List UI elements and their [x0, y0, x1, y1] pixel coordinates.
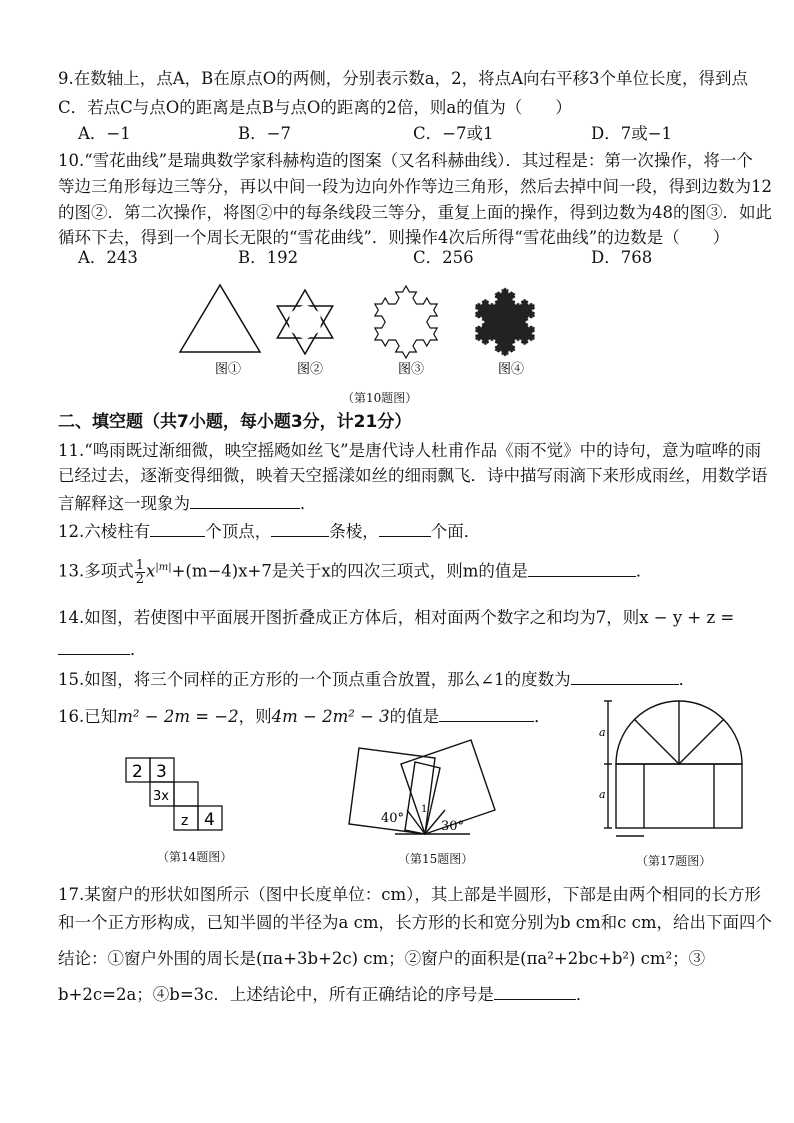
q11-line3: 言解释这一现象为 ． — [58, 494, 317, 513]
q9-line2: C．若点C与点O的距离是点B与点O的距离的2倍，则a的值为（ ） — [58, 98, 572, 117]
q13-line: 13.多项式 $\frac{1}{2}$ $x^{|m|}+(m-4)x+7$是关于x的四次三项式，则m的值是 ． — [58, 557, 653, 587]
q12-part4: 个面． — [430, 522, 481, 541]
dim-a-top: a — [599, 726, 606, 739]
q10-line3: 的图②．第二次操作，将图②中的每条线段三等分，重复上面的操作，得到边数为48的图③．如此 — [58, 203, 772, 222]
fig4-label: 图④ — [498, 362, 525, 377]
q11-line2: 已经过去，逐渐变得细微，映着天空摇漾如丝的细雨飘飞．诗中描写雨滴下来形成雨丝，用数学语 — [58, 466, 768, 485]
koch-figure-level2 — [375, 286, 437, 358]
fig14-caption: （第14题图） — [157, 850, 233, 864]
q9-option-b: B．−7 — [238, 124, 291, 143]
q16-suffix: 的值是 — [389, 707, 440, 726]
q17-line3: 结论：①窗户外围的周长是(πa+3b+2c) cm；②窗户的面积是(πa²+2bc+b²) cm²；③ — [58, 949, 706, 968]
q16-answer-blank[interactable] — [439, 705, 534, 722]
fig17-caption: （第17题图） — [636, 854, 712, 868]
q17-line4: b+2c=2a；④b=3c．上述结论中，所有正确结论的序号是 ． — [58, 985, 593, 1004]
q10-option-c: C．256 — [413, 248, 474, 267]
star-figure — [277, 290, 332, 354]
cell-3x: 3x — [153, 789, 169, 804]
q16-expr2: 4m − 2m² − 3 — [271, 707, 390, 726]
q9-option-c: C．−7或1 — [413, 124, 494, 143]
triangle-figure — [180, 285, 260, 352]
cell-z: z — [181, 813, 189, 829]
q17-line2: 和一个正方形构成，已知半圆的半径为a cm，长方形的长和宽分别为b cm和c cm，给出下面四个 — [58, 913, 773, 932]
fig17-window — [598, 696, 758, 846]
q10-line4: 循环下去，得到一个周长无限的“雪花曲线”．则操作4次后所得“雪花曲线”的边数是（ ） — [58, 228, 730, 247]
q14-line1: 14.如图，若使图中平面展开图折叠成正方体后，相对面两个数字之和均为7，则x − y + z = — [58, 608, 735, 627]
fig15-caption: （第15题图） — [398, 852, 474, 866]
q9-line1: 9.在数轴上，点A，B在原点O的两侧，分别表示数a，2，将点A向右平移3个单位长度，得到点 — [58, 69, 749, 88]
q11-line1: 11.“鸣雨既过渐细微，映空摇飏如丝飞”是唐代诗人杜甫作品《雨不觉》中的诗句，意为喧哗的雨 — [58, 441, 762, 460]
q13-answer-blank[interactable] — [528, 560, 636, 577]
q12-vertices-blank[interactable] — [150, 520, 205, 537]
fig3-label: 图③ — [398, 362, 425, 377]
dim-a-bottom: a — [599, 788, 606, 801]
q10-figures — [170, 280, 570, 380]
koch-figure-level4 — [476, 288, 535, 356]
q16-prefix: 16.已知 — [58, 707, 118, 726]
angle-40: 40° — [381, 811, 405, 826]
q12-faces-blank[interactable] — [379, 520, 431, 537]
q10-option-a: A．243 — [78, 248, 138, 267]
fig2-label: 图② — [297, 362, 324, 377]
q13-mid: +(m−4)x+7 — [171, 561, 272, 581]
q15-answer-blank[interactable] — [571, 668, 679, 685]
q17-line1: 17.某窗户的形状如图所示（图中长度单位：cm），其上部是半圆形，下部是由两个相同的长方形 — [58, 885, 761, 904]
q11-line3-text: 言解释这一现象为 — [58, 494, 190, 513]
q10-option-d: D．768 — [591, 248, 653, 267]
fig1-label: 图① — [215, 362, 242, 377]
q12-part3: 条棱， — [329, 522, 379, 541]
q10-line2: 等边三角形每边三等分，再以中间一段为边向外作等边三角形，然后去掉中间一段，得到边数为12 — [58, 177, 772, 196]
q13-prefix: 13.多项式 — [58, 561, 134, 581]
q12-edges-blank[interactable] — [271, 520, 329, 537]
q13-frac-num: 1 — [135, 557, 145, 573]
q12-part2: 个顶点， — [205, 522, 272, 541]
q15-text: 15.如图，将三个同样的正方形的一个顶点重合放置，那么∠1的度数为 — [58, 670, 571, 689]
cell-3: 3 — [156, 762, 167, 782]
q16-expr1: m² − 2m = −2 — [117, 707, 239, 726]
q13-x: x — [146, 561, 156, 581]
q17-answer-blank[interactable] — [494, 983, 576, 1000]
q14-answer-blank[interactable] — [58, 638, 130, 655]
angle-1: 1 — [421, 804, 428, 815]
q16-mid: ，则 — [238, 707, 272, 726]
q12-part1: 12.六棱柱有 — [58, 522, 151, 541]
q9-option-d: D．7或−1 — [591, 124, 673, 143]
q13-fraction — [135, 559, 145, 586]
section2-title: 二、填空题（共7小题，每小题3分，计21分） — [58, 412, 412, 432]
cell-2: 2 — [132, 762, 143, 782]
q13-exponent: |m| — [155, 562, 172, 573]
q9-option-a: A．−1 — [78, 124, 131, 143]
q16-line: 16.已知m² − 2m = −2，则4m − 2m² − 3的值是 ． — [58, 707, 551, 726]
cell-4: 4 — [204, 810, 215, 830]
fig15-squares — [345, 740, 505, 840]
q13-frac-den: 2 — [135, 571, 145, 587]
angle-30: 30° — [441, 819, 465, 834]
q11-answer-blank[interactable] — [190, 492, 300, 509]
q14-line2: ． — [58, 638, 778, 661]
q10-caption: （第10题图） — [342, 391, 418, 405]
q15-line: 15.如图，将三个同样的正方形的一个顶点重合放置，那么∠1的度数为 ． — [58, 670, 696, 689]
q12-line — [58, 520, 778, 543]
q13-suffix: 是关于x的四次三项式，则m的值是 — [271, 561, 528, 581]
q10-option-b: B．192 — [238, 248, 299, 267]
q10-line1: 10.“雪花曲线”是瑞典数学家科赫构造的图案（又名科赫曲线）．其过程是：第一次操作，将一个 — [58, 151, 753, 170]
q17-line4-text: b+2c=2a；④b=3c．上述结论中，所有正确结论的序号是 — [58, 985, 494, 1004]
fig14-cube-net — [124, 756, 254, 836]
